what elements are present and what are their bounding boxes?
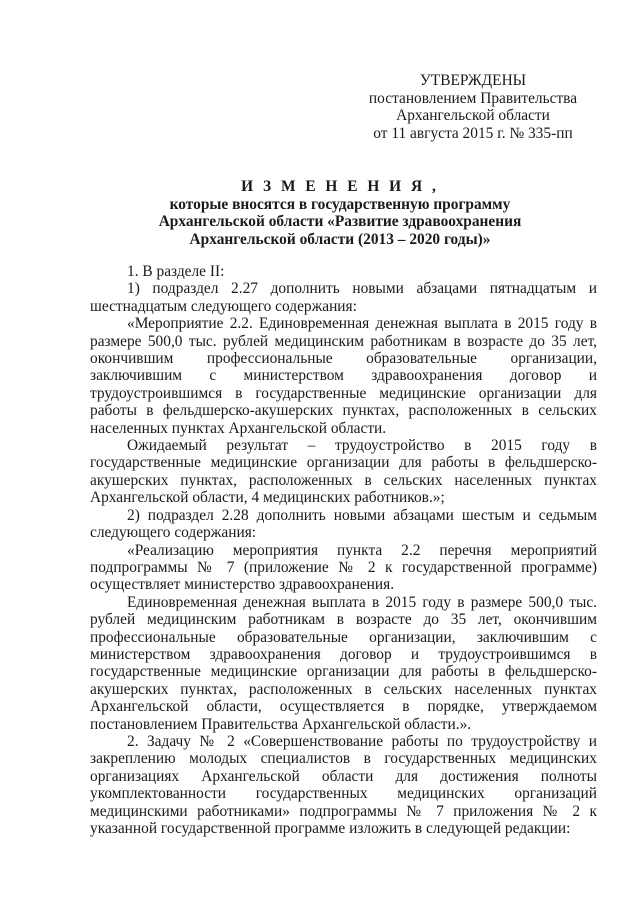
document-body xyxy=(90,263,597,837)
title-line-3: Архангельской области (2013 – 2020 годы)» xyxy=(189,230,491,248)
paragraph-item-1: 1) подраздел 2.27 дополнить новыми абзацами пятнадцатым и шестнадцатым следующего содержания: xyxy=(90,280,597,315)
paragraph-measure-2-2: «Мероприятие 2.2. Единовременная денежная выплата в 2015 году в размере 500,0 тыс. рублей медицинским работникам в возрасте до 35 лет, окончившим профессиональные образовательные организации, заключившим с министерством здравоохранения договор и трудоустроившимся в государственные медицинские организации для работы в фельдшерско-акушерских пунктах, расположенных в сельских населенных пунктах Архангельской области. xyxy=(90,315,597,437)
paragraph-task-2: 2. Задачу № 2 «Совершенствование работы по трудоустройству и закреплению молодых специалистов в государственных медицинских организациях Архангельской области для достижения полноты укомплектованности государственных медицинских организаций медицинскими работниками» подпрограммы № 7 приложения № 2 к указанной государственной программе изложить в следующей редакции: xyxy=(90,732,597,837)
title-heading: И З М Е Н Е Н И Я , xyxy=(241,178,439,195)
paragraph-expected-result: Ожидаемый результат – трудоустройство в 2015 году в государственные медицинские организации для работы в фельдшерско-акушерских пунктах, расположенных в сельских населенных пунктах Архангельской области, 4 медицинских работников.»; xyxy=(90,437,597,507)
paragraph-payment-procedure: Единовременная денежная выплата в 2015 году в размере 500,0 тыс. рублей медицинским работникам в возрасте до 35 лет, окончившим профессиональные образовательные организации, заключившим с министерством здравоохранения договор и трудоустроившимся в государственные медицинские организации для работы в фельдшерско-акушерских пунктах, расположенных в сельских населенных пунктах Архангельской области, осуществляется в порядке, утверждаемом постановлением Правительства Архангельской области.». xyxy=(90,593,597,733)
paragraph-section-intro: 1. В разделе II: xyxy=(127,263,225,280)
paragraph-implementation: «Реализацию мероприятия пункта 2.2 перечня мероприятий подпрограммы № 7 (приложение № 2 к государственной программе) осуществляет министерство здравоохранения. xyxy=(90,541,597,594)
title-line-2: Архангельской области «Развитие здравоохранения xyxy=(158,213,522,231)
paragraph-item-2: 2) подраздел 2.28 дополнить новыми абзацами шестым и седьмым следующего содержания: xyxy=(90,506,597,542)
title-line-1: которые вносятся в государственную программу xyxy=(169,195,511,213)
approval-line-region: Архангельской области xyxy=(396,107,550,125)
document-title xyxy=(90,178,590,248)
approval-line-resolution: постановлением Правительства xyxy=(368,89,578,107)
approval-line-date-number: от 11 августа 2015 г. № 335-пп xyxy=(373,124,573,142)
approval-line-approved: УТВЕРЖДЕНЫ xyxy=(419,72,527,89)
approval-stamp xyxy=(368,72,578,142)
